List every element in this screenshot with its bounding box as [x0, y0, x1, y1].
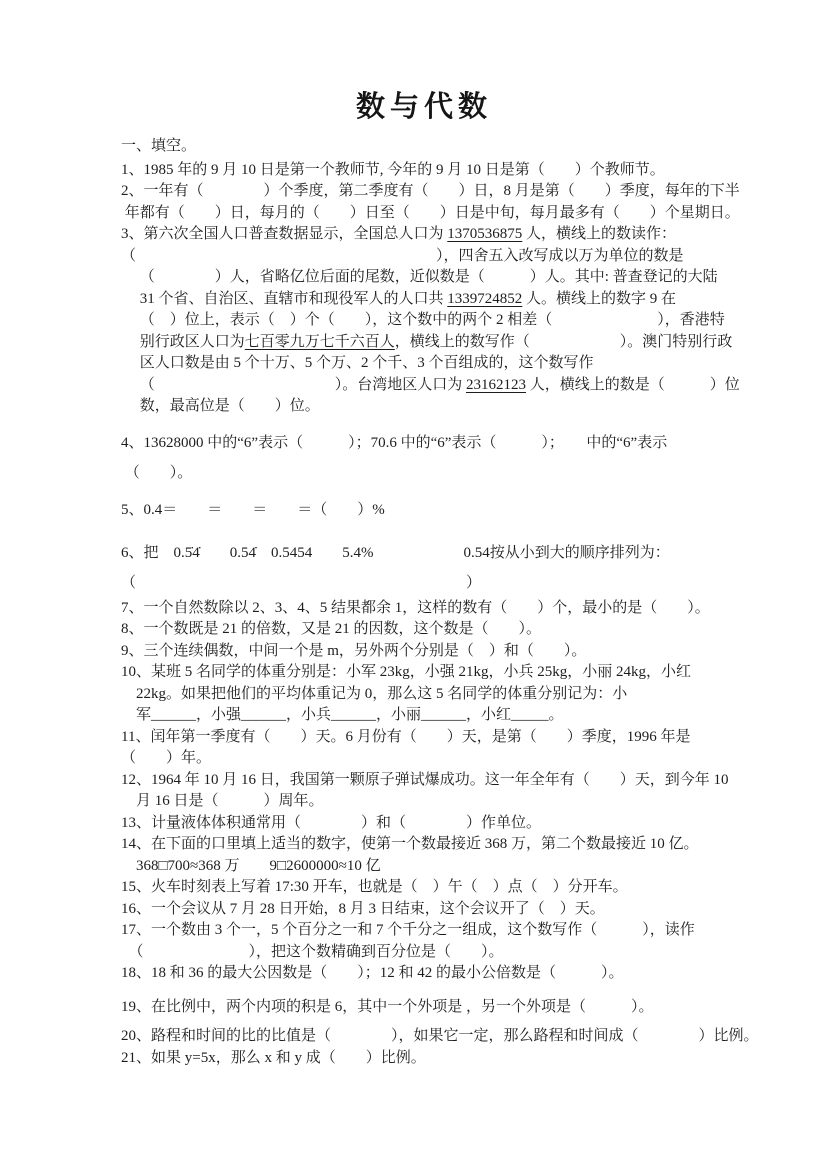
question-10	[121, 662, 727, 727]
question-text: 1、1985 年的 9 月 10 日是第一个教师节, 今年的 9 月 10 日是第（ ）个教师节。	[121, 161, 665, 178]
question-3-line	[121, 332, 733, 354]
question-text: 31 个省、自治区、直辖市和现役军人的人口共	[121, 290, 448, 307]
question-11-line	[121, 748, 727, 770]
question-9-line	[121, 641, 727, 663]
question-3-line	[121, 246, 727, 268]
question-3-line	[121, 310, 727, 332]
question-text: （ ）	[121, 574, 482, 591]
question-16-line	[121, 899, 727, 921]
question-text: 3、第六次全国人口普查数据显示，全国总人口为	[121, 226, 448, 242]
question-8-line	[121, 619, 727, 641]
question-7-line	[121, 598, 727, 620]
question-text: 人。横线上的数字 9 在	[522, 290, 677, 307]
question-15-line	[121, 877, 727, 899]
question-text: 军______，小强______，小兵______，小丽______，小红_____。	[121, 707, 564, 723]
question-4-line	[121, 458, 727, 488]
question-text: 4、13628000 中的“6”表示（ ）；70.6 中的“6”表示（ ）； 中的“6”表示	[121, 434, 668, 451]
question-12	[121, 770, 727, 813]
question-12-line	[121, 770, 727, 792]
question-text: （ ），把这个数精确到百分位是（ ）。	[121, 943, 504, 960]
underlined-value: 七百零九万七千六百人	[244, 333, 395, 350]
question-4-line	[121, 428, 727, 458]
question-19-line	[121, 997, 727, 1019]
question-text: （ ）位上，表示（ ）个（ ），这个数中的两个 2 相差（ ），香港特	[121, 312, 725, 328]
question-21-line	[121, 1048, 727, 1070]
question-text: （ ）。台湾地区人口为	[121, 376, 467, 393]
question-18-line	[121, 963, 727, 985]
question-text: 20、路程和时间的比的比值是（ ），如果它一定，那么路程和时间成（ ）比例。	[121, 1028, 759, 1044]
question-12-line	[121, 791, 727, 813]
question-17-line	[121, 942, 727, 964]
question-6-line	[121, 538, 727, 568]
underlined-value: 23162123	[466, 376, 527, 393]
question-5	[121, 498, 727, 522]
question-text: 11、闰年第一季度有（ ）天。6 月份有（ ）天，是第（ ）季度，1996 年是	[121, 728, 691, 745]
question-2	[121, 181, 740, 224]
question-text: 21、如果 y=5x，那么 x 和 y 成（ ）比例。	[121, 1049, 426, 1066]
question-11-line	[121, 727, 727, 749]
question-text: 5、0.4＝ ＝ ＝ ＝（ ）%	[121, 501, 385, 518]
question-text: 7、一个自然数除以 2、3、4、5 结果都余 1，这样的数有（ ）个，最小的是（ ）。	[121, 599, 710, 616]
question-text: 数，最高位是（ ）位。	[121, 398, 320, 414]
question-text: ，横线上的数写作（ ）。澳门特别行政	[394, 333, 733, 350]
question-text: 9、三个连续偶数，中间一个是 m，另外两个分别是（ ）和（ ）。	[121, 642, 587, 659]
question-6	[121, 538, 727, 598]
question-1-line	[121, 160, 727, 182]
question-14	[121, 834, 727, 877]
question-10-line	[121, 662, 727, 684]
question-3-line	[121, 289, 727, 311]
question-text: （ ）人，省略亿位后面的尾数，近似数是（ ）人。其中: 普查登记的大陆	[121, 269, 718, 285]
worksheet-content	[121, 86, 759, 1069]
question-20	[121, 1026, 759, 1048]
underlined-value: 1370536875	[447, 226, 523, 242]
question-17	[121, 920, 727, 963]
question-text: （ ）。	[121, 464, 193, 481]
question-18	[121, 963, 727, 985]
question-text: 18、18 和 36 的最大公因数是（ ）；12 和 42 的最小公倍数是（ ）。	[121, 965, 624, 981]
question-8	[121, 619, 727, 641]
question-text: （ ）年。	[121, 750, 212, 766]
question-text: （ ），四舍五入改写成以万为单位的数是	[121, 247, 684, 264]
question-14-line	[121, 834, 727, 856]
question-3-line	[121, 353, 727, 375]
question-text: 别行政区人口为	[121, 333, 245, 350]
question-7	[121, 598, 727, 620]
question-5-line	[121, 498, 727, 522]
question-11	[121, 727, 727, 770]
question-3-line	[121, 396, 727, 418]
question-6-line	[121, 568, 727, 598]
question-text: 8、一个数既是 21 的倍数，又是 21 的因数，这个数是（ ）。	[121, 621, 542, 637]
section-heading: 一、填空。	[121, 138, 197, 154]
question-text: 22kg。如果把他们的平均体重记为 0，那么这 5 名同学的体重分别记为：小	[121, 685, 628, 702]
question-text: 13、计量液体体积通常用（ ）和（ ）作单位。	[121, 814, 542, 831]
question-14-line	[121, 856, 727, 878]
question-2-line	[121, 181, 740, 203]
question-20-line	[121, 1026, 759, 1048]
question-text: 人，横线上的数是（ ）位	[526, 376, 740, 393]
question-3-line	[121, 224, 727, 246]
question-3-line	[121, 267, 727, 289]
question-text: 368□700≈368 万 9□2600000≈10 亿	[121, 857, 381, 874]
question-text: 区人口数是由 5 个十万、5 个万、2 个千、3 个百组成的，这个数写作	[121, 355, 594, 371]
question-2-line	[121, 203, 740, 225]
question-text: 14、在下面的口里填上适当的数字，使第一个数最接近 368 万，第二个数最接近 10 亿。	[121, 836, 699, 852]
question-text: 19、在比例中，两个内项的积是 6，其中一个外项是 ，另一个外项是（ ）。	[121, 998, 654, 1015]
question-21	[121, 1048, 727, 1070]
question-19	[121, 997, 727, 1019]
question-15	[121, 877, 727, 899]
question-10-line	[121, 684, 727, 706]
page-title: 数与代数	[355, 91, 492, 123]
question-13	[121, 813, 727, 835]
question-text: 人，横线上的数读作：	[522, 226, 677, 242]
question-17-line	[121, 920, 727, 942]
question-text: 16、一个会议从 7 月 28 日开始，8 月 3 日结束，这个会议开了（ ）天。	[121, 900, 605, 917]
questions-list	[121, 160, 759, 1070]
question-1	[121, 160, 727, 182]
question-text: 年都有（ ）日，每月的（ ）日至（ ）日是中旬，每月最多有（ ）个星期日。	[121, 204, 740, 221]
question-16	[121, 899, 727, 921]
underlined-value: 1339724852	[447, 290, 523, 307]
question-text: 15、火车时刻表上写着 17:30 开车，也就是（ ）午（ ）点（ ）分开车。	[121, 879, 628, 895]
question-text: 12、1964 年 10 月 16 日，我国第一颗原子弹试爆成功。这一年全年有（ ）天，到今年 10	[121, 771, 729, 788]
question-4	[121, 428, 727, 488]
question-9	[121, 641, 727, 663]
question-text: 2、一年有（ ）个季度，第二季度有（ ）日，8 月是第（ ）季度，每年的下半	[121, 183, 740, 199]
question-text: 10、某班 5 名同学的体重分别是：小军 23kg，小强 21kg，小兵 25kg，小丽 24kg，小红	[121, 664, 692, 680]
question-10-line	[121, 705, 727, 727]
question-text: 6、把 0.5̇4̇ 0.54̇ 0.5454 5.4% 0.54按从小到大的顺序排列为：	[121, 544, 670, 561]
question-3-line	[121, 375, 740, 397]
question-3	[121, 224, 740, 418]
question-13-line	[121, 813, 727, 835]
question-text: 月 16 日是（ ）周年。	[121, 793, 324, 809]
question-text: 17、一个数由 3 个一，5 个百分之一和 7 个千分之一组成，这个数写作（ ），读作	[121, 922, 695, 938]
